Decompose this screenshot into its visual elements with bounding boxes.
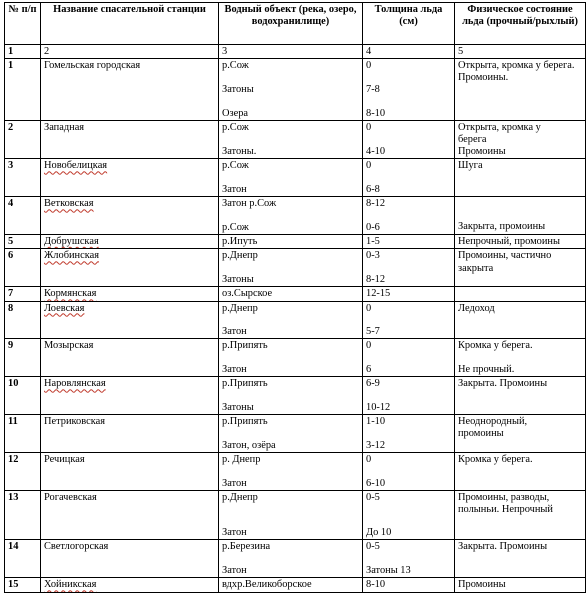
thickness-line: 0-5 (366, 492, 380, 504)
thickness-cell (363, 578, 455, 592)
water-line: Затоны (222, 274, 254, 286)
water-cell (219, 301, 363, 339)
thickness-line: 12-15 (366, 288, 391, 300)
water-line: р.Сож (222, 60, 249, 72)
state-line: Ледоход (458, 302, 495, 314)
water-line: Затон (222, 184, 247, 196)
table-row (5, 59, 586, 121)
state-line: Кромка у берега. (458, 340, 533, 352)
thickness-cell (363, 235, 455, 249)
row-number: 4 (5, 197, 41, 235)
water-line: Затон, озёра (222, 439, 276, 451)
state-line: Кромка у берега. (458, 454, 533, 466)
state-line: Непрочный, промоины (458, 236, 560, 248)
state-line (458, 326, 582, 338)
state-cell (455, 339, 586, 377)
row-number: 3 (5, 159, 41, 197)
state-cell (455, 159, 586, 197)
state-cell (455, 453, 586, 491)
column-number-row (5, 45, 586, 59)
state-cell (455, 287, 586, 301)
water-cell (219, 415, 363, 453)
water-line (222, 554, 359, 566)
thickness-line (366, 134, 451, 146)
thickness-cell (363, 415, 455, 453)
state-line (458, 516, 582, 528)
state-line: промоины (458, 428, 504, 440)
table-row (5, 197, 586, 235)
state-line: берега (458, 134, 487, 146)
state-line (458, 528, 582, 540)
state-cell (455, 249, 586, 287)
water-cell (219, 287, 363, 301)
thickness-line: 6-8 (366, 184, 380, 196)
state-line (458, 184, 582, 196)
state-line (458, 288, 582, 300)
water-line (222, 263, 359, 275)
state-line: Промоины, разводы, (458, 492, 550, 504)
state-line (458, 402, 582, 414)
thickness-cell (363, 120, 455, 159)
water-line (222, 72, 359, 84)
table-row (5, 377, 586, 415)
row-number: 1 (5, 59, 41, 121)
state-line (458, 96, 582, 108)
station-name: Наровлянская (41, 377, 219, 415)
state-line: Промоины (458, 579, 506, 591)
water-line: Затон (222, 364, 247, 376)
state-line: Промоины. (458, 72, 509, 84)
state-line: Не прочный. (458, 364, 515, 376)
water-line (222, 516, 359, 528)
thickness-line: 0-5 (366, 541, 380, 553)
thickness-line: 0 (366, 121, 372, 133)
station-name: Кормянская (41, 287, 219, 301)
row-number: 12 (5, 453, 41, 491)
water-line: Затоны. (222, 145, 257, 157)
row-number: 15 (5, 578, 41, 592)
water-line: вдхр.Великоборское (222, 579, 312, 591)
thickness-line: 6-10 (366, 477, 386, 489)
state-cell (455, 491, 586, 540)
thickness-line: 8-10 (366, 579, 386, 591)
water-cell (219, 578, 363, 592)
state-line (458, 85, 582, 97)
water-line: Затоны (222, 402, 254, 414)
thickness-line (366, 353, 451, 365)
state-line (458, 391, 582, 403)
state-cell (455, 120, 586, 159)
row-number: 8 (5, 301, 41, 339)
col-number: 4 (363, 45, 455, 59)
water-line: Затоны (222, 83, 254, 95)
header-thickness: Толщина льда (см) (363, 3, 455, 45)
state-line (458, 441, 582, 453)
state-line: Закрыта. Промоины (458, 378, 548, 390)
state-cell (455, 415, 586, 453)
state-line (458, 478, 582, 490)
station-name: Ветковская (41, 197, 219, 235)
water-cell (219, 120, 363, 159)
thickness-line: 7-8 (366, 83, 380, 95)
water-line (222, 315, 359, 327)
water-line (222, 211, 359, 223)
table-row (5, 578, 586, 592)
state-cell (455, 301, 586, 339)
water-cell (219, 197, 363, 235)
header-state: Физическое состояние льда (прочный/рыхлый) (455, 3, 586, 45)
water-cell (219, 491, 363, 540)
water-line: р.Припять (222, 416, 268, 428)
thickness-cell (363, 301, 455, 339)
ice-conditions-table (4, 2, 586, 593)
thickness-line (366, 391, 451, 403)
thickness-line: 1-10 (366, 416, 386, 428)
thickness-line: 8-12 (366, 198, 386, 210)
thickness-line (366, 428, 451, 440)
state-line (458, 173, 582, 185)
water-line (222, 391, 359, 403)
state-cell (455, 540, 586, 578)
table-row (5, 540, 586, 578)
thickness-line: 0 (366, 454, 372, 466)
thickness-cell (363, 287, 455, 301)
state-cell (455, 197, 586, 235)
water-line (222, 466, 359, 478)
state-line (458, 353, 582, 365)
thickness-line: 6 (366, 364, 372, 376)
row-number: 13 (5, 491, 41, 540)
water-line: р.Сож (222, 222, 249, 234)
state-line: Открыта, кромка у (458, 121, 541, 133)
row-number: 11 (5, 415, 41, 453)
water-cell (219, 377, 363, 415)
header-water: Водный объект (река, озеро, водохранилище) (219, 3, 363, 45)
table-row (5, 453, 586, 491)
col-number: 1 (5, 45, 41, 59)
thickness-line: 4-10 (366, 145, 386, 157)
water-cell (219, 235, 363, 249)
water-line: р.Березина (222, 541, 271, 553)
state-line (458, 315, 582, 327)
thickness-cell (363, 249, 455, 287)
thickness-cell (363, 197, 455, 235)
thickness-line (366, 516, 451, 528)
table-row (5, 249, 586, 287)
water-line: р.Сож (222, 121, 249, 133)
thickness-cell (363, 453, 455, 491)
water-line (222, 353, 359, 365)
station-name: Лоевская (41, 301, 219, 339)
water-line (222, 134, 359, 146)
station-name: Жлобинская (41, 249, 219, 287)
state-line (458, 210, 582, 222)
thickness-line (366, 263, 451, 275)
table-row (5, 120, 586, 159)
thickness-line: До 10 (366, 527, 392, 539)
thickness-line: 0 (366, 302, 372, 314)
water-cell (219, 59, 363, 121)
table-row (5, 287, 586, 301)
state-line (458, 554, 582, 566)
thickness-line (366, 315, 451, 327)
thickness-line: Затоны 13 (366, 565, 411, 577)
thickness-line (366, 504, 451, 516)
state-line: Закрыта, промоины (458, 221, 546, 233)
thickness-line: 0 (366, 340, 372, 352)
thickness-cell (363, 377, 455, 415)
water-line: р. Днепр (222, 454, 261, 466)
water-line: р.Днепр (222, 492, 258, 504)
station-name: Гомельская городская (41, 59, 219, 121)
water-line: р.Ипуть (222, 236, 258, 248)
thickness-cell (363, 540, 455, 578)
row-number: 2 (5, 120, 41, 159)
state-line (458, 466, 582, 478)
water-line (222, 504, 359, 516)
water-line: Затон р.Сож (222, 198, 277, 210)
thickness-line: 0-3 (366, 250, 380, 262)
state-line: Промоины (458, 146, 506, 158)
water-line: оз.Сырское (222, 288, 273, 300)
state-line: Шуга (458, 160, 483, 172)
row-number: 14 (5, 540, 41, 578)
water-line: Затон (222, 326, 247, 338)
state-cell (455, 235, 586, 249)
thickness-line (366, 466, 451, 478)
thickness-line: 10-12 (366, 402, 391, 414)
thickness-line: 3-12 (366, 439, 386, 451)
water-line (222, 173, 359, 185)
thickness-line: 8-10 (366, 107, 386, 119)
water-line: р.Сож (222, 160, 249, 172)
thickness-line (366, 173, 451, 185)
state-line (458, 275, 582, 287)
state-cell (455, 377, 586, 415)
water-cell (219, 159, 363, 197)
thickness-line: 6-9 (366, 378, 380, 390)
thickness-line: 0 (366, 160, 372, 172)
state-line (458, 108, 582, 120)
thickness-cell (363, 491, 455, 540)
thickness-cell (363, 59, 455, 121)
state-line: закрыта (458, 262, 494, 274)
station-name: Новобелицкая (41, 159, 219, 197)
state-line: Промоины, частично (458, 250, 552, 262)
table-row (5, 339, 586, 377)
table-row (5, 159, 586, 197)
state-cell (455, 578, 586, 592)
thickness-cell (363, 339, 455, 377)
station-name: Петриковская (41, 415, 219, 453)
state-cell (455, 59, 586, 121)
thickness-line: 5-7 (366, 326, 380, 338)
station-name: Западная (41, 120, 219, 159)
header-num: № п/п (5, 3, 41, 45)
water-line: Затон (222, 565, 247, 577)
water-cell (219, 540, 363, 578)
station-name: Мозырская (41, 339, 219, 377)
water-line: р.Припять (222, 378, 268, 390)
water-line: р.Днепр (222, 250, 258, 262)
state-line (458, 198, 582, 210)
col-number: 5 (455, 45, 586, 59)
state-line: полыньи. Непрочный (458, 504, 553, 516)
water-line: р.Припять (222, 340, 268, 352)
water-line (222, 96, 359, 108)
water-line: р.Днепр (222, 302, 258, 314)
header-row (5, 3, 586, 45)
water-line: Затон (222, 477, 247, 489)
thickness-line (366, 554, 451, 566)
row-number: 7 (5, 287, 41, 301)
row-number: 5 (5, 235, 41, 249)
thickness-line (366, 96, 451, 108)
station-name: Хойникская (41, 578, 219, 592)
thickness-line: 0-6 (366, 222, 380, 234)
station-name: Светлогорская (41, 540, 219, 578)
state-line: Закрыта. Промоины (458, 541, 548, 553)
water-cell (219, 249, 363, 287)
table-body (5, 59, 586, 592)
col-number: 2 (41, 45, 219, 59)
table-row (5, 301, 586, 339)
thickness-line (366, 211, 451, 223)
water-cell (219, 453, 363, 491)
thickness-cell (363, 159, 455, 197)
thickness-line: 1-5 (366, 236, 380, 248)
row-number: 9 (5, 339, 41, 377)
thickness-line: 0 (366, 60, 372, 72)
row-number: 6 (5, 249, 41, 287)
state-line: Неоднородный, (458, 416, 528, 428)
water-cell (219, 339, 363, 377)
station-name: Рогачевская (41, 491, 219, 540)
station-name: Добрушская (41, 235, 219, 249)
water-line: Озера (222, 107, 249, 119)
water-line: Затон (222, 527, 247, 539)
table-row (5, 415, 586, 453)
table-row (5, 235, 586, 249)
station-name: Речицкая (41, 453, 219, 491)
table-row (5, 491, 586, 540)
row-number: 10 (5, 377, 41, 415)
thickness-line (366, 72, 451, 84)
water-line (222, 428, 359, 440)
header-station: Название спасательной станции (41, 3, 219, 45)
col-number: 3 (219, 45, 363, 59)
state-line (458, 565, 582, 577)
state-line: Открыта, кромка у берега. (458, 60, 575, 72)
thickness-line: 8-12 (366, 274, 386, 286)
